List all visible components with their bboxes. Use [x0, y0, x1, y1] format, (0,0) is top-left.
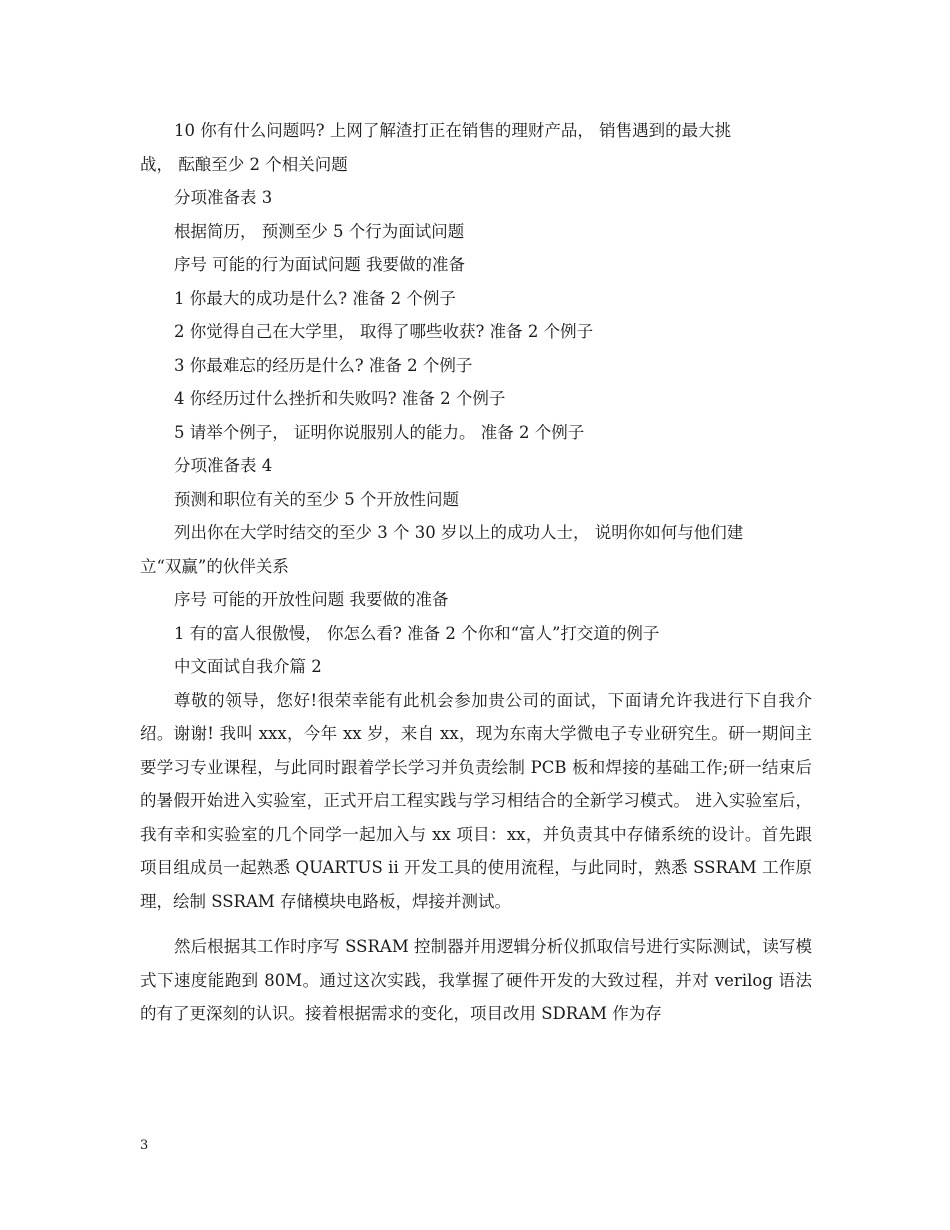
list-item: 5 请举个例子， 证明你说服别人的能力。 准备 2 个例子 — [174, 422, 585, 442]
page-content — [140, 114, 812, 1031]
text-line: 战， 酝酿至少 2 个相关问题 — [140, 154, 348, 174]
list-item: 2 你觉得自己在大学里， 取得了哪些收获? 准备 2 个例子 — [174, 322, 594, 341]
list-item: 4 你经历过什么挫折和失败吗? 准备 2 个例子 — [174, 389, 506, 408]
text-line: 列出你在大学时结交的至少 3 个 30 岁以上的成功人士， 说明你如何与他们建 — [174, 523, 744, 542]
list-item: 1 你最大的成功是什么? 准备 2 个例子 — [174, 288, 456, 308]
page-number: 3 — [140, 1138, 149, 1153]
body-paragraph: 然后根据其工作时序写 SSRAM 控制器并用逻辑分析仪抓取信号进行实际测试，读写模式下速度能跑到 80M。通过这次实践，我掌握了硬件开发的大致过程，并对 verilog 语法的有了更深刻的认识。接着根据需求的变化，项目改用 SDRAM 作为存 — [140, 937, 812, 1023]
section-heading: 中文面试自我介篇 2 — [174, 657, 322, 676]
list-item: 1 有的富人很傲慢， 你怎么看? 准备 2 个你和“富人”打交道的例子 — [174, 623, 660, 643]
text-line: 立“双赢”的伙伴关系 — [140, 556, 289, 576]
table-header: 序号 可能的行为面试问题 我要做的准备 — [174, 255, 465, 274]
text-line: 预测和职位有关的至少 5 个开放性问题 — [174, 489, 459, 509]
section-heading: 分项准备表 4 — [174, 456, 273, 475]
body-paragraph: 尊敬的领导，您好!很荣幸能有此机会参加贵公司的面试，下面请允许我进行下自我介绍。谢谢! 我叫 xxx，今年 xx 岁，来自 xx，现为东南大学微电子专业研究生。研一期间主要学习专业课程，与此同时跟着学长学习并负责绘制 PCB 板和焊接的基础工作;研一结束后的暑假开始进入实验室，正式开启工程实践与学习相结合的全新学习模式。 进入实验室后，我有幸和实验室的几个同学一起加入与 xx 项目：xx，并负责其中存储系统的设计。首先跟项目组成员一起熟悉 QUARTUS ii 开发工具的使用流程，与此同时，熟悉 SSRAM 工作原理，绘制 SSRAM 存储模块电路板，焊接并测试。 — [140, 690, 812, 911]
text-line: 10 你有什么问题吗? 上网了解渣打正在销售的理财产品， 销售遇到的最大挑 — [174, 121, 732, 140]
table-header: 序号 可能的开放性问题 我要做的准备 — [174, 590, 449, 609]
text-line: 根据简历， 预测至少 5 个行为面试问题 — [174, 221, 465, 241]
section-heading: 分项准备表 3 — [174, 188, 273, 207]
list-item: 3 你最难忘的经历是什么? 准备 2 个例子 — [174, 355, 473, 375]
